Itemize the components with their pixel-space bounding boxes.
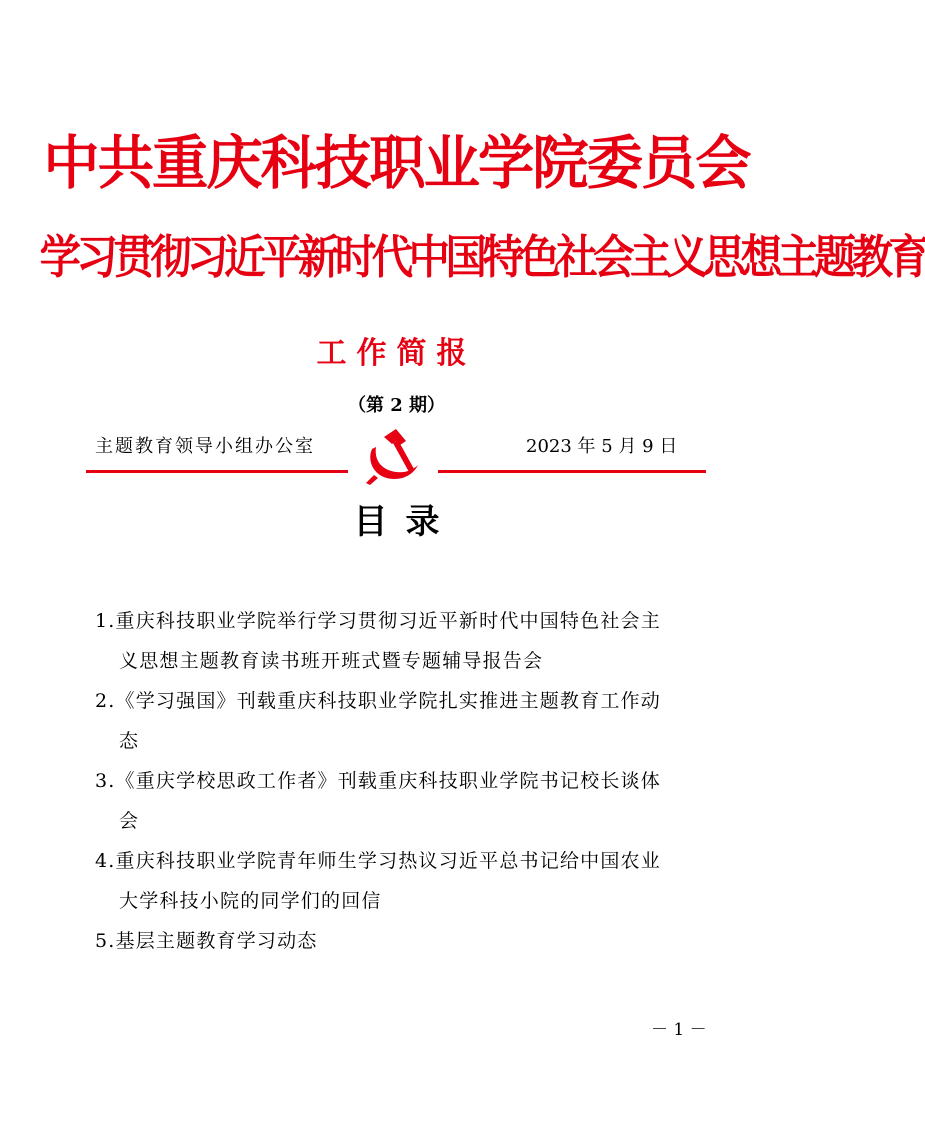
bulletin-title: 工作简报 — [316, 336, 477, 371]
toc-item-2-line-1: 2.《学习强国》刊载重庆科技职业学院扎实推进主题教育工作动 — [95, 690, 661, 712]
issuing-office: 主题教育领导小组办公室 — [95, 436, 315, 457]
page-number: － 1 － — [651, 1020, 707, 1040]
toc-item-3 — [95, 761, 715, 841]
issue-number: （第 2 期） — [347, 395, 446, 416]
toc-item-5 — [95, 921, 715, 961]
toc-item-3-line-2: 会 — [119, 810, 140, 832]
toc-item-5-line-1: 5.基层主题教育学习动态 — [95, 930, 318, 952]
table-of-contents — [95, 601, 715, 961]
toc-item-4 — [95, 841, 715, 921]
toc-item-2 — [95, 681, 715, 761]
toc-item-2-line-2: 态 — [119, 730, 140, 752]
toc-item-4-line-1: 4.重庆科技职业学院青年师生学习热议习近平总书记给中国农业 — [95, 850, 661, 872]
issue-date: 2023 年 5 月 9 日 — [526, 436, 678, 457]
toc-heading: 目录 — [353, 502, 458, 542]
toc-item-4-line-2: 大学科技小院的同学们的回信 — [119, 890, 382, 912]
red-rule-left — [86, 470, 348, 473]
toc-item-1-line-1: 1.重庆科技职业学院举行学习贯彻习近平新时代中国特色社会主 — [95, 610, 661, 632]
toc-item-3-line-1: 3.《重庆学校思政工作者》刊载重庆科技职业学院书记校长谈体 — [95, 770, 661, 792]
masthead-subtitle: 学习贯彻习近平新时代中国特色社会主义思想主题教育 — [39, 230, 925, 284]
masthead-title: 中共重庆科技职业学院委员会 — [43, 129, 750, 197]
hammer-sickle-icon — [362, 427, 422, 485]
toc-item-1-line-2: 义思想主题教育读书班开班式暨专题辅导报告会 — [119, 650, 544, 672]
red-rule-right — [438, 470, 706, 473]
toc-item-1 — [95, 601, 715, 681]
